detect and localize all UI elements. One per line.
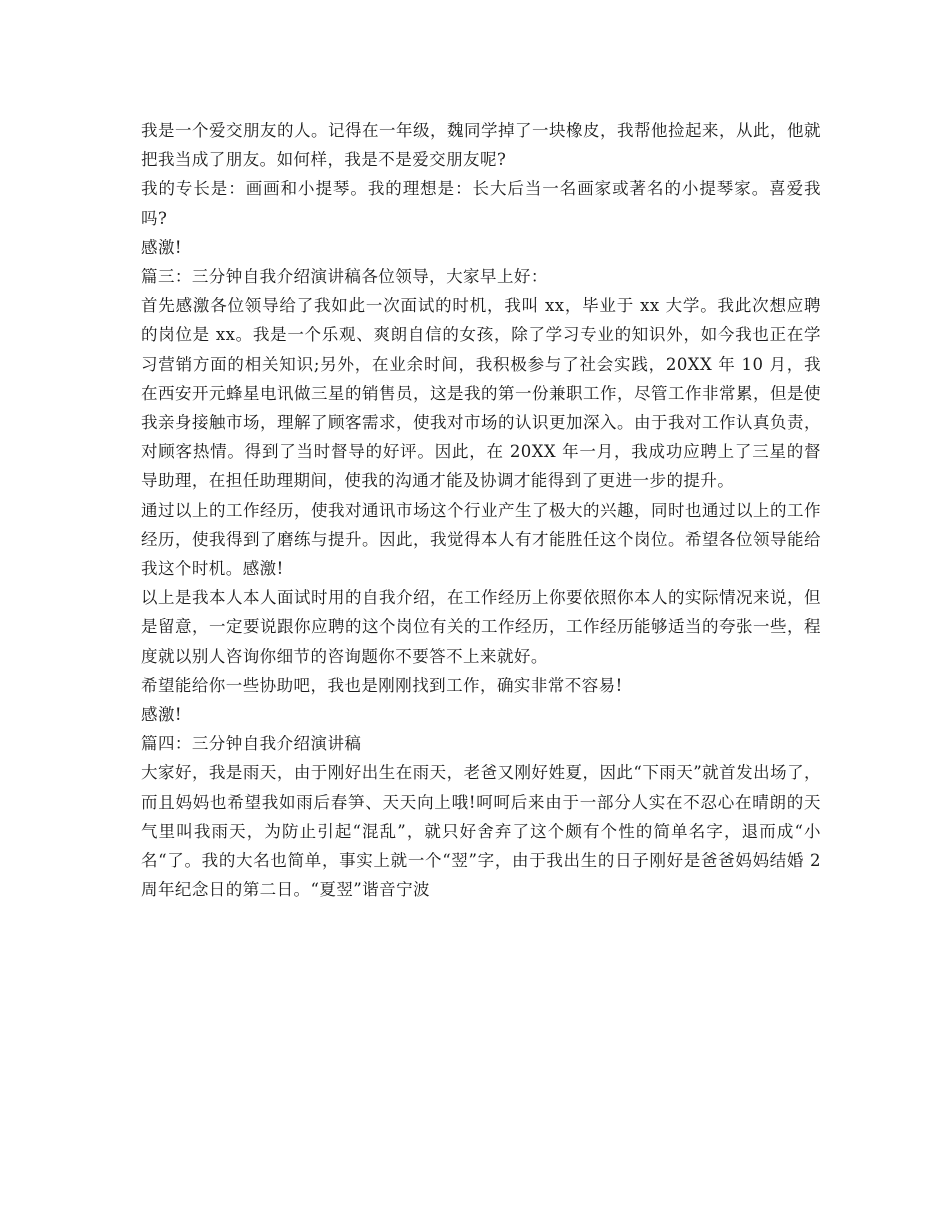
document-body [141,116,821,904]
section-heading-part-4: 篇四：三分钟自我介绍演讲稿 [141,734,362,754]
paragraph-advice: 以上是我本人本人面试时用的自我介绍，在工作经历上你要依照你本人的实际情况来说，但是留意，一定要说跟你应聘的这个岗位有关的工作经历，工作经历能够适当的夸张一些，程度就以别人咨询你细节的咨询题你不要答不上来就好。 [141,588,821,666]
paragraph-work-experience: 通过以上的工作经历，使我对通讯市场这个行业产生了极大的兴趣，同时也通过以上的工作经历，使我得到了磨练与提升。因此，我觉得本人有才能胜任这个岗位。希望各位领导能给我这个时机。感激! [141,500,821,579]
paragraph-rainy-day: 大家好，我是雨天，由于刚好出生在雨天，老爸又刚好姓夏，因此“下雨天”就首发出场了，而且妈妈也希望我如雨后春笋、天天向上哦!呵呵后来由于一部分人实在不忍心在晴朗的天气里叫我雨天，为防止引起“混乱”，就只好舍弃了这个颇有个性的简单名字，退而成“小名“了。我的大名也简单，事实上就一个“翌”字，由于我出生的日子刚好是爸爸妈妈结婚 2 周年纪念日的第二日。“夏翌”谐音宁波 [141,763,821,900]
section-heading-part-3: 篇三：三分钟自我介绍演讲稿各位领导，大家早上好： [141,267,548,287]
paragraph-thanks-2: 感激! [141,705,182,725]
paragraph-help: 希望能给你一些协助吧，我也是刚刚找到工作，确实非常不容易! [141,675,623,695]
paragraph-interview-intro: 首先感激各位领导给了我如此一次面试的时机，我叫 xx，毕业于 xx 大学。我此次想应聘的岗位是 xx。我是一个乐观、爽朗自信的女孩，除了学习专业的知识外，如今我也正在学习营销方面的相关知识;另外，在业余时间，我积极参与了社会实践，20XX 年 10 月，我在西安开元蜂星电讯做三星的销售员，这是我的第一份兼职工作，尽管工作非常累，但是使我亲身接触市场，理解了顾客需求，使我对市场的认识更加深入。由于我对工作认真负责，对顾客热情。得到了当时督导的好评。因此，在 20XX 年一月，我成功应聘上了三星的督导助理，在担任助理期间，使我的沟通才能及协调才能得到了更进一步的提升。 [141,296,821,491]
paragraph-friends: 我是一个爱交朋友的人。记得在一年级，魏同学掉了一块橡皮，我帮他捡起来，从此，他就把我当成了朋友。如何样，我是不是爱交朋友呢? [141,121,821,170]
paragraph-hobbies: 我的专长是：画画和小提琴。我的理想是：长大后当一名画家或著名的小提琴家。喜爱我吗? [141,179,821,228]
paragraph-thanks-1: 感激! [141,237,182,257]
